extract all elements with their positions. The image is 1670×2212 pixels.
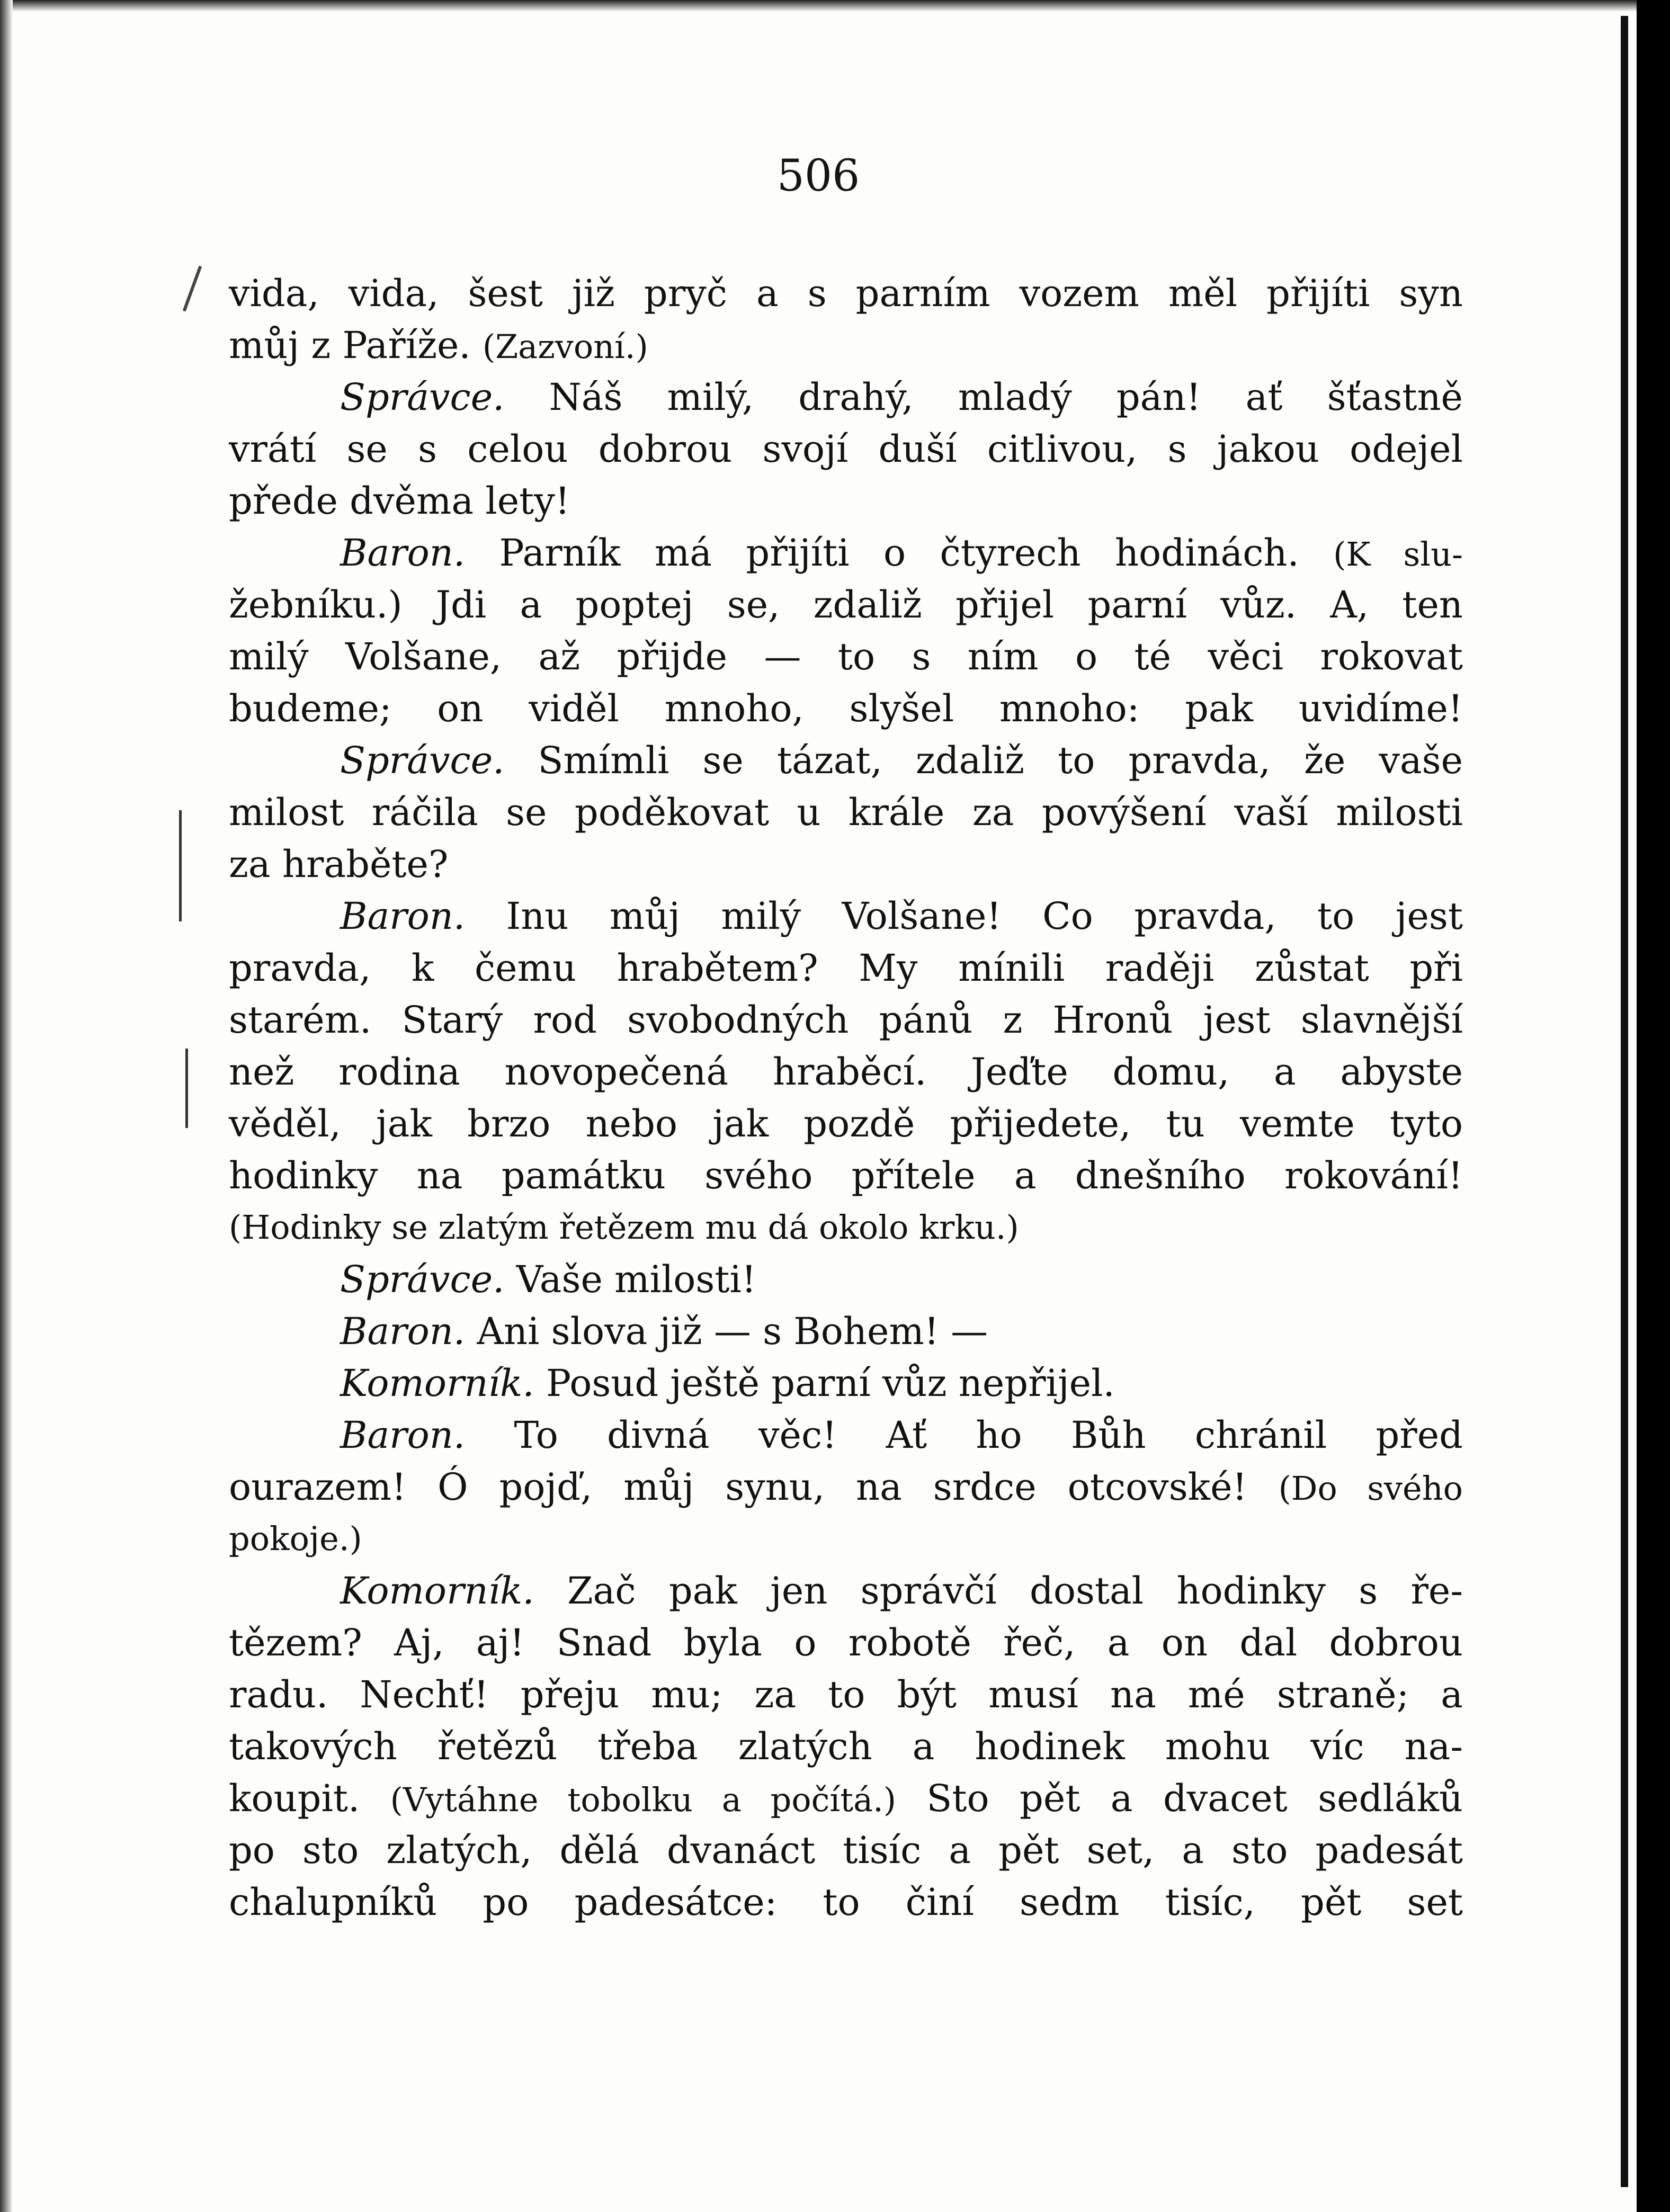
- margin-pencil-mark: [179, 810, 182, 921]
- speaker-name: Baron.: [340, 894, 466, 938]
- stage-direction: (Vytáhne tobolku a počítá.): [390, 1780, 897, 1819]
- text-line: vida, vida, šest již pryč a s parním vozem měl přijíti syn: [229, 272, 1463, 315]
- stage-direction: (Zazvoní.): [482, 327, 648, 366]
- stage-direction: (K slu-: [1333, 535, 1463, 574]
- text-line: ourazem! Ó pojď, můj synu, na srdce otcovské! (Do svého: [229, 1465, 1463, 1509]
- speaker-name: Baron.: [340, 531, 466, 575]
- text-line: za hraběte?: [229, 843, 449, 886]
- page-number: 506: [776, 151, 860, 201]
- speaker-name: Správce.: [340, 375, 505, 419]
- scan-top-edge: [0, 0, 1637, 12]
- scan-left-edge: [0, 0, 13, 2212]
- speaker-name: Baron.: [340, 1310, 466, 1353]
- text-line: koupit. (Vytáhne tobolku a počítá.) Sto pět a dvacet sedláků: [229, 1777, 1463, 1820]
- scan-right-edge: [1637, 0, 1670, 2212]
- text-line: [229, 1513, 1463, 1565]
- text-line: vrátí se s celou dobrou svojí duší citlivou, s jakou odejel: [229, 427, 1463, 471]
- stage-direction: (Hodinky se zlatým řetězem mu dá okolo krku.): [229, 1208, 1019, 1247]
- text-line: pravda, k čemu hrabětem? My mínili raději zůstat při: [229, 946, 1463, 990]
- speaker-name: Správce.: [340, 739, 505, 782]
- text-line: milost ráčila se poděkovat u krále za povýšení vaší milosti: [229, 791, 1463, 834]
- text-line: milý Volšane, až přijde — to s ním o té věci rokovat: [229, 635, 1463, 678]
- stage-direction: pokoje.): [229, 1519, 362, 1558]
- text-line: Baron. Parník má přijíti o čtyrech hodinách. (K slu-: [340, 531, 1463, 575]
- text-line: Správce. Smímli se tázat, zdaliž to pravda, že vaše: [340, 739, 1463, 782]
- text-line: Baron. Ani slova již — s Bohem! —: [340, 1310, 988, 1353]
- margin-pencil-mark: [183, 266, 202, 312]
- text-line: Komorník. Zač pak jen správčí dostal hodinky s ře-: [340, 1569, 1463, 1613]
- text-line: hodinky na památku svého přítele a dnešního rokování!: [229, 1154, 1463, 1197]
- text-line: starém. Starý rod svobodných pánů z Hronů jest slavnější: [229, 998, 1463, 1042]
- text-line: tězem? Aj, aj! Snad byla o robotě řeč, a on dal dobrou: [229, 1621, 1463, 1664]
- stage-direction: (Do svého: [1278, 1469, 1463, 1508]
- page-right-border: [1621, 16, 1628, 2187]
- text-line: Baron. Inu můj milý Volšane! Co pravda, to jest: [340, 894, 1463, 938]
- text-line: takových řetězů třeba zlatých a hodinek mohu víc na-: [229, 1725, 1463, 1768]
- text-line: žebníku.) Jdi a poptej se, zdaliž přijel parní vůz. A, ten: [229, 583, 1463, 626]
- text-line: věděl, jak brzo nebo jak pozdě přijedete, tu vemte tyto: [229, 1102, 1463, 1145]
- speaker-name: Komorník.: [340, 1569, 534, 1613]
- text-body: [229, 267, 1463, 1928]
- text-line: radu. Nechť! přeju mu; za to být musí na mé straně; a: [229, 1673, 1463, 1716]
- text-line: chalupníků po padesátce: to činí sedm tisíc, pět set: [229, 1880, 1463, 1924]
- text-line: Komorník. Posud ještě parní vůz nepřijel.: [340, 1362, 1115, 1405]
- text-line: přede dvěma lety!: [229, 479, 570, 523]
- text-line: než rodina novopečená hraběcí. Jeďte domu, a abyste: [229, 1050, 1463, 1094]
- text-line: [229, 1202, 1463, 1253]
- speaker-name: Baron.: [340, 1413, 466, 1457]
- text-line: můj z Paříže. (Zazvoní.): [229, 324, 648, 367]
- text-line: Baron. To divná věc! Ať ho Bůh chránil před: [340, 1413, 1463, 1457]
- text-line: Správce. Náš milý, drahý, mladý pán! ať šťastně: [340, 375, 1463, 419]
- text-line: po sto zlatých, dělá dvanáct tisíc a pět set, a sto padesát: [229, 1829, 1463, 1872]
- speaker-name: Komorník.: [340, 1362, 534, 1405]
- text-line: budeme; on viděl mnoho, slyšel mnoho: pak uvidíme!: [229, 687, 1463, 730]
- text-line: Správce. Vaše milosti!: [340, 1258, 756, 1301]
- speaker-name: Správce.: [340, 1258, 505, 1301]
- margin-pencil-mark: [185, 1049, 188, 1128]
